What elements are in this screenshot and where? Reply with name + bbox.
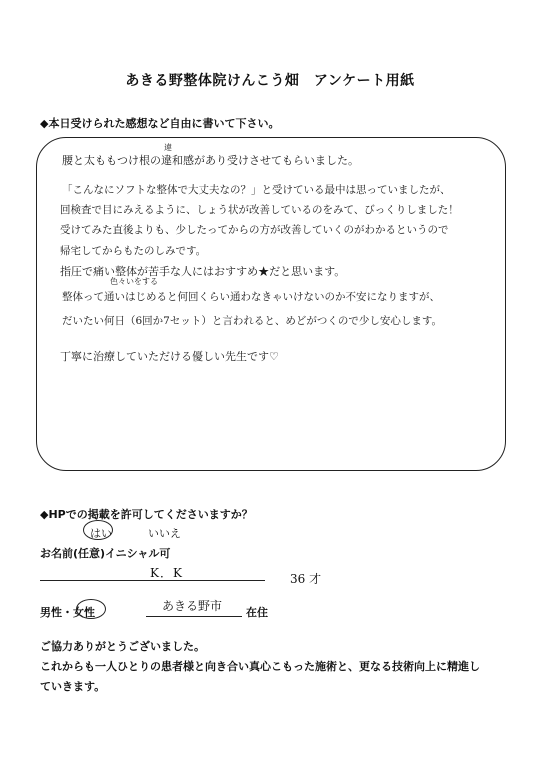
answer-line-2: 「こんなにソフトな整体で大丈夫なの？」と受けている最中は思っていましたが、	[62, 184, 451, 196]
handwritten-insertion: 色々いをする	[110, 277, 158, 286]
question-impressions-label: ◆本日受けられた感想など自由に書いて下さい。	[40, 117, 280, 130]
name-label: お名前(任意)イニシャル可	[40, 547, 171, 560]
gender-label: 男性・女性	[40, 606, 95, 619]
answer-line-1: 腰と太ももつけ根の違和感があり受けさせてもらいました。	[62, 154, 359, 167]
question-publish-label: ◆HPでの掲載を許可してくださいますか？	[40, 508, 253, 521]
page-title: あきる野整体院けんこう畑 アンケート用紙	[125, 73, 415, 89]
age-value: 36 才	[290, 572, 322, 586]
closing-line-3: ていきます。	[40, 680, 106, 693]
option-no: いいえ	[148, 527, 181, 540]
answer-line-5: 帰宅してからもたのしみです。	[60, 245, 207, 257]
residence-underline	[146, 616, 242, 617]
handwritten-correction: 違	[164, 143, 172, 152]
residence-suffix: 在住	[246, 606, 268, 619]
answer-line-7: 整体って通いはじめると何回くらい通わなきゃいけないのか不安になりますが、	[62, 291, 440, 303]
closing-line-2: これからも一人ひとりの患者様と向き合い真心こもった施術と、更なる技術向上に精進し	[40, 660, 480, 673]
option-yes: はい	[90, 527, 112, 540]
name-underline	[40, 580, 265, 581]
answer-line-3: 回検査で目にみえるように、しょう状が改善しているのをみて、びっくりしました！	[60, 204, 459, 216]
name-value: K．K	[150, 566, 183, 580]
closing-line-1: ご協力ありがとうございました。	[40, 640, 205, 653]
answer-line-9: 丁寧に治療していただける優しい先生です♡	[60, 350, 279, 363]
answer-line-8: だいたい何日（6回か7セット）と言われると、めどがつくので少し安心します。	[62, 315, 443, 327]
residence-value: あきる野市	[162, 599, 223, 613]
answer-line-4: 受けてみた直後よりも、少したってからの方が改善していくのがわかるというので	[60, 224, 449, 236]
selected-gender-circle-mark	[76, 599, 106, 619]
answer-line-6: 指圧で痛い整体が苦手な人にはおすすめ★だと思います。	[60, 265, 346, 278]
